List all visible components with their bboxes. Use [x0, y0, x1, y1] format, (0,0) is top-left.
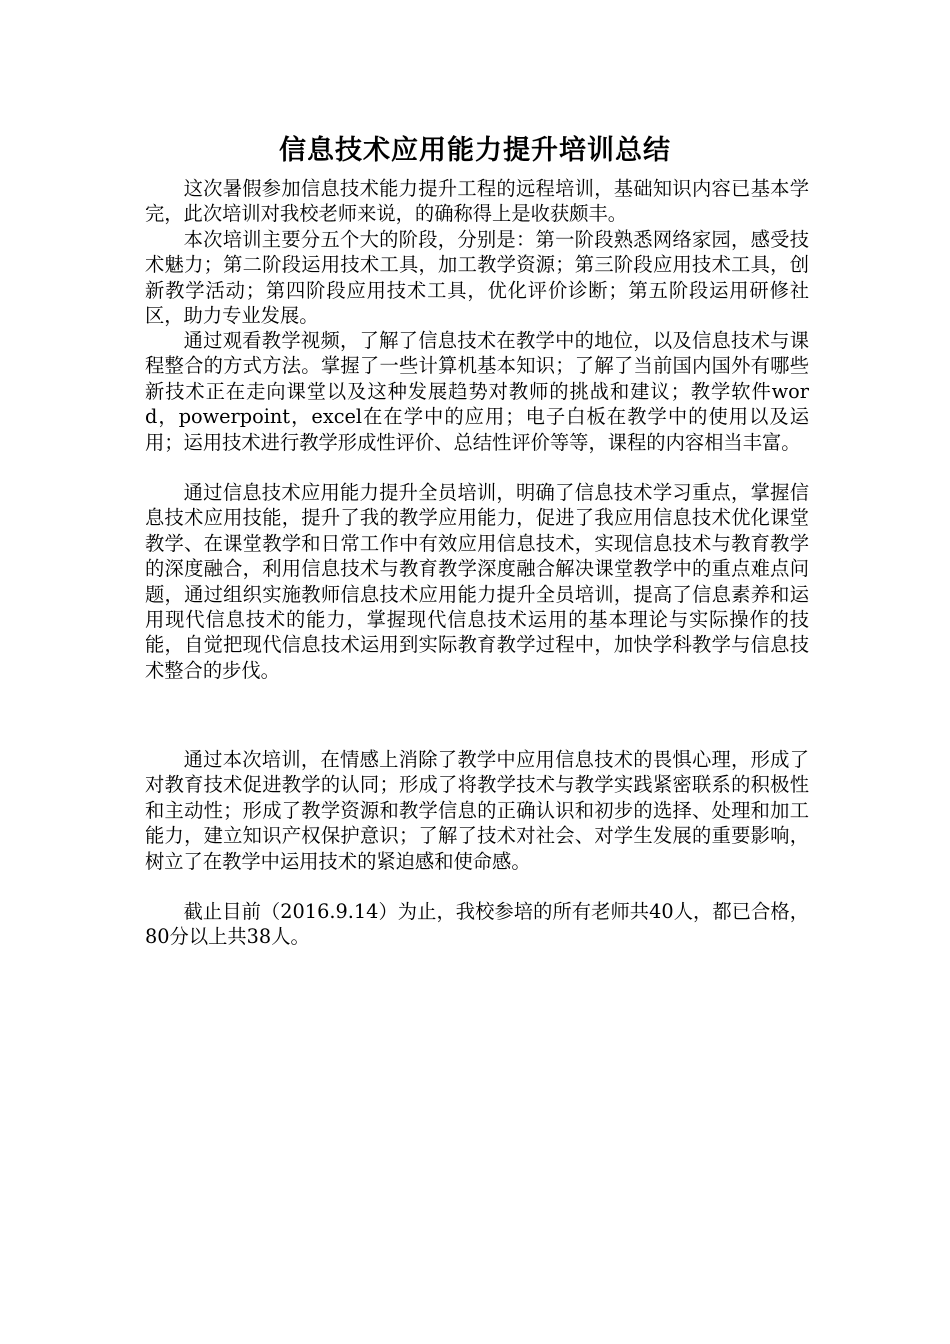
paragraph-statistics: 截止目前（2016.9.14）为止，我校参培的所有老师共40人，都已合格，80分以上共38人。: [145, 900, 809, 949]
paragraph-intro: 这次暑假参加信息技术能力提升工程的远程培训，基础知识内容已基本学完，此次培训对我校老师来说，的确称得上是收获颇丰。: [145, 177, 809, 226]
paragraph-stages: 本次培训主要分五个大的阶段，分别是：第一阶段熟悉网络家园，感受技术魅力；第二阶段运用技术工具，加工教学资源；第三阶段应用技术工具，创新教学活动；第四阶段应用技术工具，优化评价诊断；第五阶段运用研修社区，助力专业发展。: [145, 228, 809, 328]
paragraph-emotional-gains: 通过本次培训，在情感上消除了教学中应用信息技术的畏惧心理，形成了对教育技术促进教学的认同；形成了将教学技术与教学实践紧密联系的积极性和主动性；形成了教学资源和教学信息的正确认识和初步的选择、处理和加工能力，建立知识产权保护意识；了解了技术对社会、对学生发展的重要影响，树立了在教学中运用技术的紧迫感和使命感。: [145, 748, 809, 873]
paragraph-training-outcomes: 通过信息技术应用能力提升全员培训，明确了信息技术学习重点，掌握信息技术应用技能，提升了我的教学应用能力，促进了我应用信息技术优化课堂教学、在课堂教学和日常工作中有效应用信息技术，实现信息技术与教育教学的深度融合，利用信息技术与教育教学深度融合解决课堂教学中的重点难点问题，通过组织实施教师信息技术应用能力提升全员培训，提高了信息素养和运用现代信息技术的能力，掌握现代信息技术运用的基本理论与实际操作的技能，自觉把现代信息技术运用到实际教育教学过程中，加快学科教学与信息技术整合的步伐。: [145, 481, 809, 682]
paragraph-videos: 通过观看教学视频，了解了信息技术在教学中的地位，以及信息技术与课程整合的方式方法。掌握了一些计算机基本知识；了解了当前国内国外有哪些新技术正在走向课堂以及这种发展趋势对教师的挑战和建议；教学软件word，powerpoint，excel在在学中的应用；电子白板在教学中的使用以及运用；运用技术进行教学形成性评价、总结性评价等等，课程的内容相当丰富。: [145, 329, 809, 454]
document-title: 信息技术应用能力提升培训总结: [279, 135, 671, 166]
